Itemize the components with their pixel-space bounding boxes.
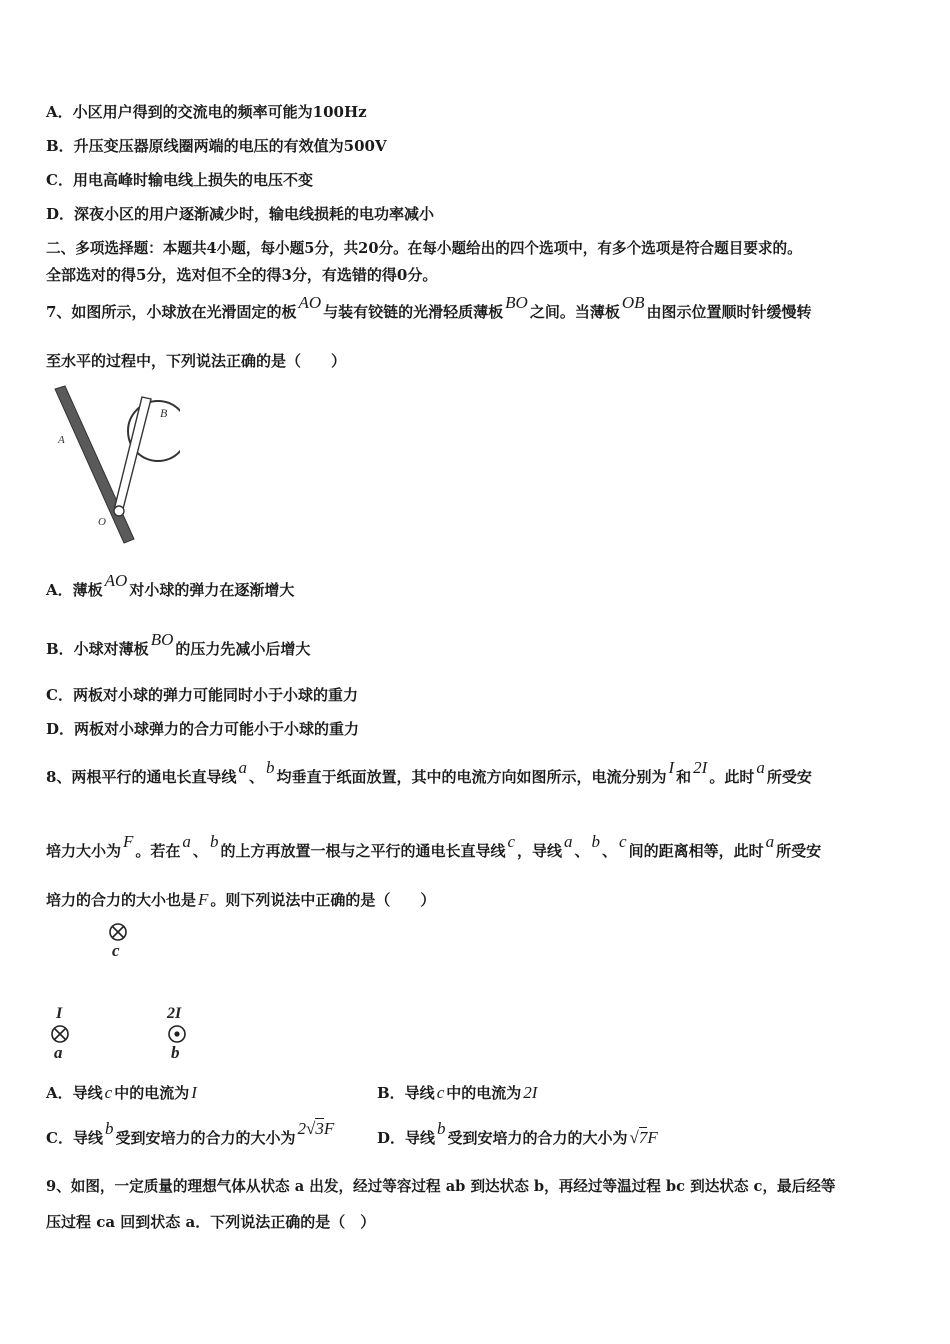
q6-option-d: D．深夜小区的用户逐渐减少时，输电线损耗的电功率减小 <box>46 205 435 223</box>
section2-heading-line2: 全部选对的得5分，选对但不全的得3分，有选错的得0分。 <box>46 266 438 284</box>
q7-stem-line2: 至水平的过程中，下列说法正确的是（ ） <box>46 352 347 370</box>
wire-a-into-page-icon <box>52 1026 68 1042</box>
section2-heading-line1: 二、多项选择题：本题共4小题，每小题5分，共20分。在每小题给出的四个选项中，有多个选项是符合题目要求的。 <box>46 240 802 257</box>
q8-option-d: D．导线 b 受到安培力的合力的大小为 √7F <box>377 1119 658 1147</box>
q8-option-c: C．导线 b 受到安培力的合力的大小为 2√3F <box>46 1119 335 1147</box>
value-sqrt7-F: √7F <box>629 1128 658 1147</box>
hinge-O <box>114 506 124 516</box>
q7-stem-line1: 7、如图所示，小球放在光滑固定的板 AO 与装有铰链的光滑轻质薄板 BO 之间。当薄板 OB 由图示位置顺时针缓慢转 <box>46 293 812 321</box>
label-c: c <box>112 941 120 960</box>
q7-option-d: D．两板对小球弹力的合力可能小于小球的重力 <box>46 720 360 738</box>
label-b: b <box>171 1043 180 1062</box>
q8-figure <box>40 918 220 1068</box>
label-2I: 2I <box>167 1005 182 1022</box>
board-AO <box>55 386 134 543</box>
q6-option-b: B．升压变压器原线圈两端的电压的有效值为500V <box>46 137 387 155</box>
q8-option-b: B．导线 c 中的电流为 2I <box>377 1083 538 1102</box>
q6-option-c: C．用电高峰时输电线上损失的电压不变 <box>46 171 313 189</box>
label-a: a <box>54 1043 63 1062</box>
label-B: B <box>160 406 168 420</box>
q7-figure <box>50 385 180 550</box>
q7-option-a: A．薄板 AO 对小球的弹力在逐渐增大 <box>46 571 295 599</box>
var-OB: OB <box>621 293 645 312</box>
q7-option-c: C．两板对小球的弹力可能同时小于小球的重力 <box>46 686 358 704</box>
q8-option-a: A．导线 c 中的电流为 I <box>46 1083 197 1102</box>
q9-stem-line1: 9、如图，一定质量的理想气体从状态 a 出发，经过等容过程 ab 到达状态 b，再经过等温过程 bc 到达状态 c，最后经等 <box>46 1178 836 1195</box>
var-AO: AO <box>298 293 322 312</box>
var-BO: BO <box>505 293 528 312</box>
value-2-sqrt3-F: 2√3F <box>297 1119 335 1138</box>
q8-stem-line1: 8、两根平行的通电长直导线 a 、 b 均垂直于纸面放置，其中的电流方向如图所示，电流分别为 I 和 2I 。此时 a 所受安 <box>46 758 812 786</box>
label-I: I <box>56 1005 63 1022</box>
q8-stem-line2: 培力大小为 F 。若在 a 、 b 的上方再放置一根与之平行的通电长直导线 c ，导线 a 、 b 、 c 间的距离相等，此时 a 所受安 <box>46 832 822 860</box>
q9-stem-line2: 压过程 ca 回到状态 a．下列说法正确的是（ ） <box>46 1213 376 1231</box>
q7-option-b: B．小球对薄板 BO 的压力先减小后增大 <box>46 630 311 658</box>
label-A: A <box>58 434 65 446</box>
label-O: O <box>98 516 106 528</box>
wire-b-out-of-page-icon <box>169 1026 185 1042</box>
q6-option-a: A．小区用户得到的交流电的频率可能为100Hz <box>46 103 367 121</box>
wire-c-into-page-icon <box>110 924 126 940</box>
q8-stem-line3: 培力的合力的大小也是 F 。则下列说法中正确的是（ ） <box>46 890 436 909</box>
